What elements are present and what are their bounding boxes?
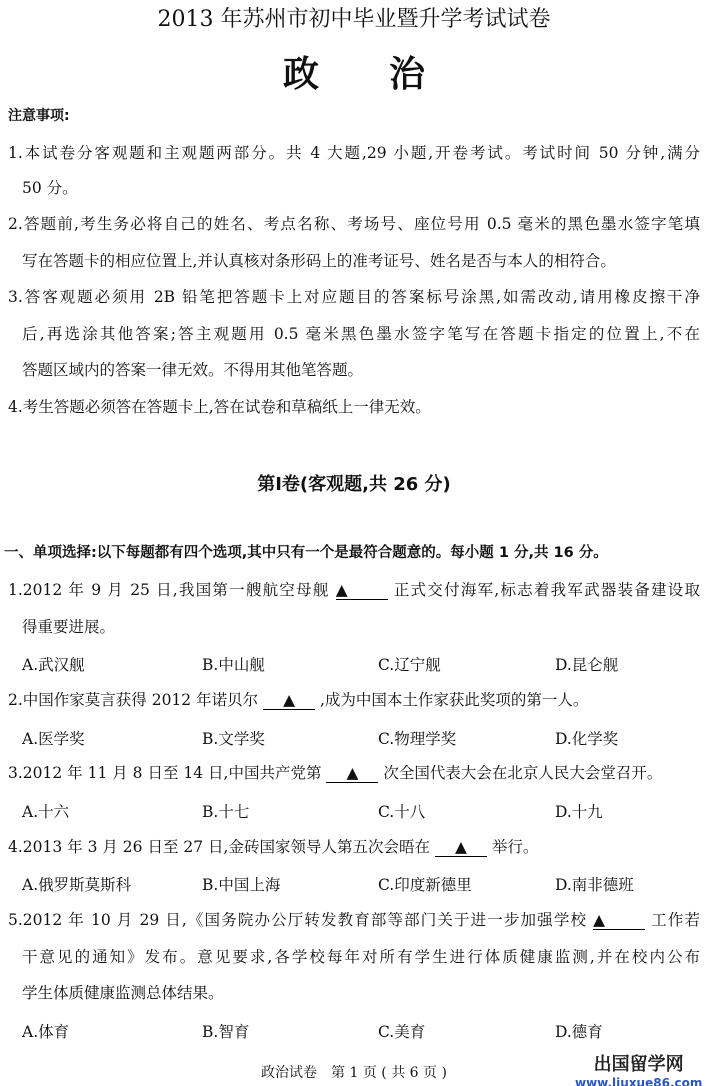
note-line: 4.考生答题必须答在答题卡上,答在试卷和草稿纸上一律无效。 [8, 398, 431, 416]
option-b: B.智育 [202, 1023, 250, 1041]
section-instruction: 一、单项选择:以下每题都有四个选项,其中只有一个是最符合题意的。每小题 1 分,共 16 分。 [4, 545, 608, 561]
question-text: 学生体质健康监测总体结果。 [22, 984, 224, 1002]
question-text: 得重要进展。 [22, 618, 116, 636]
option-b: B.中国上海 [202, 876, 281, 894]
option-a: A.医学奖 [22, 730, 85, 748]
option-d: D.化学奖 [555, 730, 619, 748]
option-b: B.十七 [202, 803, 250, 821]
option-b: B.文学奖 [202, 730, 265, 748]
question-stem [8, 580, 700, 600]
option-d: D.十九 [555, 803, 603, 821]
note-line: 1.本试卷分客观题和主观题两部分。共 4 大题,29 小题,开卷考试。考试时间 50 分钟,满分 [8, 144, 700, 162]
notes-heading: 注意事项: [8, 108, 70, 124]
answer-blank: ▲ [593, 911, 645, 930]
option-c: C.十八 [378, 803, 426, 821]
note-line: 后,再选涂其他答案;答主观题用 0.5 毫米黑色墨水签字笔写在答题卡指定的位置上,不在 [22, 325, 700, 343]
option-a: A.体育 [22, 1023, 70, 1041]
question-text: 正式交付海军,标志着我军武器装备建设取 [393, 581, 701, 599]
subject-title: 政治 [282, 54, 495, 95]
question-text: 举行。 [491, 838, 539, 856]
page-footer: 政治试卷 第 1 页 ( 共 6 页 ) [261, 1065, 447, 1081]
note-line: 3.答客观题必须用 2B 铅笔把答题卡上对应题目的答案标号涂黑,如需改动,请用橡皮擦干净 [8, 288, 700, 306]
question-text: 干意见的通知》发布。意见要求,各学校每年对所有学生进行体质健康监测,并在校内公布 [22, 948, 700, 966]
question-stem [8, 910, 700, 930]
option-d: D.南非德班 [555, 876, 634, 894]
note-line: 答题区域内的答案一律无效。不得用其他笔答题。 [22, 361, 364, 379]
question-stem [8, 690, 700, 710]
option-d: D.德育 [555, 1023, 603, 1041]
watermark-name: 出国留学网 [593, 1054, 684, 1075]
option-d: D.昆仑舰 [555, 656, 619, 674]
question-text: 1.2012 年 9 月 25 日,我国第一艘航空母舰 [8, 581, 330, 599]
option-c: C.物理学奖 [378, 730, 457, 748]
answer-blank: ▲ [435, 838, 487, 857]
note-line: 50 分。 [22, 179, 78, 197]
option-a: A.武汉舰 [22, 656, 85, 674]
option-c: C.辽宁舰 [378, 656, 441, 674]
question-text: 次全国代表大会在北京人民大会堂召开。 [383, 764, 663, 782]
section-title: 第Ⅰ卷(客观题,共 26 分) [257, 474, 451, 495]
option-b: B.中山舰 [202, 656, 265, 674]
answer-blank: ▲ [263, 691, 315, 710]
note-line: 2.答题前,考生务必将自己的姓名、考点名称、考场号、座位号用 0.5 毫米的黑色墨水签字笔填 [8, 215, 700, 233]
question-text: 工作若 [651, 911, 700, 929]
question-text: 3.2012 年 11 月 8 日至 14 日,中国共产党第 [8, 764, 322, 782]
question-text: 2.中国作家莫言获得 2012 年诺贝尔 [8, 691, 259, 709]
watermark-url: www.liuxue86.com [575, 1076, 703, 1086]
question-stem [8, 837, 700, 857]
watermark-logo [575, 1050, 702, 1086]
question-text: 5.2012 年 10 月 29 日,《国务院办公厅转发教育部等部门关于进一步加强学校 [8, 911, 588, 929]
answer-blank: ▲ [326, 764, 378, 783]
note-line: 写在答题卡的相应位置上,并认真核对条形码上的准考证号、姓名是否与本人的相符合。 [22, 252, 616, 270]
question-text: ,成为中国本土作家获此奖项的第一人。 [319, 691, 589, 709]
question-text: 4.2013 年 3 月 26 日至 27 日,金砖国家领导人第五次会晤在 [8, 838, 430, 856]
exam-title: 2013 年苏州市初中毕业暨升学考试试卷 [157, 7, 551, 32]
answer-blank: ▲ [336, 581, 388, 600]
option-c: C.美育 [378, 1023, 426, 1041]
option-c: C.印度新德里 [378, 876, 472, 894]
option-a: A.十六 [22, 803, 70, 821]
question-stem [8, 763, 700, 783]
option-a: A.俄罗斯莫斯科 [22, 876, 132, 894]
